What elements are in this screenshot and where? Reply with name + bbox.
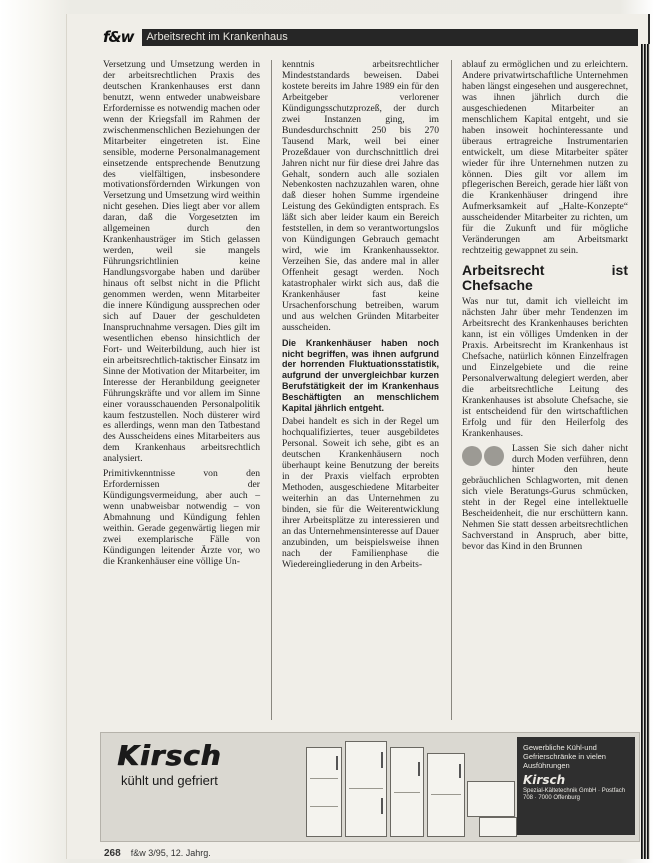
fridge-image: [345, 741, 387, 837]
ad-info-box: [517, 737, 635, 835]
fridge-image: [306, 747, 342, 837]
column-3: [462, 60, 628, 557]
column-divider: [451, 60, 452, 720]
page-footer: [104, 848, 211, 859]
subheading: Arbeitsrecht ist Chefsache: [462, 262, 628, 294]
fridge-image: [390, 747, 424, 837]
ad-brand-logo: Kirsch: [117, 739, 222, 772]
paragraph: Primitivkenntnisse von den Erfordernissen der Kündigungsvermeidung, aber auch – wenn unabweisbar notwendig – von Abmahnung und Kündigung fehlen weithin. Gerade gegenwärtig liegen mir zwei exemplarische Fälle von Kündigungen leitender Ärzte vor, wo die Krankenhäuser eine völlige Un-: [103, 468, 260, 567]
magazine-page: [66, 14, 650, 859]
paragraph: Versetzung und Umsetzung werden in der arbeitsrechtlichen Praxis des deutschen Krankenhauses erst dann benutzt, wenn entweder unabweisbare Erfordernisse es notwendig machen oder wenn der Kriegsfall im Rahmen der zwischenmenschlichen Beziehungen der Mitarbeiter eingetreten ist. Eine sensible, moderne Personalmanagement einsetzende entsprechende Benutzung des vielfältigen, insbesondere motivationsfördernden Wirkungen von Versetzung und Umsetzung wird weithin nicht gesehen. Dies liegt aber vor allem daran, daß die Vorgesetzten im allgemeinen durch den Krankenhausträger im Stich gelassen werden, weil sie mangels Führungsrichtlinien keine Handlungsvorgabe haben und darüber hinaus oft selbst nicht in die Pflicht genommen werden, wenn Mitarbeiter die innere Kündigung aussprechen oder sich auf Dauer der geschuldeten Inanspruchnahme versagen. Dies gilt im wesentlichen ebenso hinsichtlich der Fort- und Weiterbildung, auch hier ist ein arbeitsrechtlich-taktischer Einsatz im Sinne der Motivation der Mitarbeiter, im Interesse der Heranbildung geeigneter Führungskräfte und vor allem im Sinne einer vorausschauenden Personalpolitik kaum festzustellen. Noch düsterer wird es allerdings, wenn man den Tatbestand des Ausscheidens eines Mitarbeiters aus dem Krankenhaus arbeitsrechtlich analysiert.: [103, 59, 260, 465]
page-header: [100, 26, 638, 48]
section-title: Arbeitsrecht im Krankenhaus: [146, 31, 288, 43]
paragraph: Dabei handelt es sich in der Regel um hochqualifiziertes, teuer ausgebildetes Personal. Soweit ich sehe, gibt es an deutschen Krankenhäusern noch überhaupt keine Benutzung der bereits in der Praxis vielfach erprobten Methoden, ausgeschiedene Mitarbeiter weiterhin an das Unternehmen zu binden, sie für die Weiterentwicklung ihrer Arbeitsplätze zu interessieren und an das Unternehmensinteresse auf Dauer anzubinden, um beispielsweise ihnen nach der Familienphase die Wiedereingliederung in den Arbeits-: [282, 416, 439, 570]
paragraph: ablauf zu ermöglichen und zu erleichtern. Andere privatwirtschaftliche Unternehmen haben längst eingesehen und ausgerechnet, was ihnen jährlich durch die ausgeschiedenen Mitarbeiter an menschlichem Kapital entgeht, und sie haben insoweit hochinteressante und überaus ertragreiche Instrumentarien entwickelt, um diese Mitarbeiter später wieder für ihre Unternehmen nutzen zu können. Dies gilt vor allem im pflegerischen Bereich, gerade hier läßt von die Krankenhäuser dringend ihre Aufmerksamkeit auf „Halte-Konzepte“ ausscheidender Mitarbeiter zu richten, um für die Zukunft und für mögliche Veränderungen am Arbeitsmarkt rechtzeitig gewappnet zu sein.: [462, 59, 628, 257]
paragraph: Was nur tut, damit ich vielleicht im nächsten Jahr über mehr Tendenzen im Arbeitsrecht des Krankenhauses berichten kann, ist ein völliges Umdenken in der Praxis. Arbeitsrecht im Krankenhaus ist Chefsache, natürlich können Einzelfragen und Einzelgebiete und die reine Personalverwaltung delegiert werden, aber die arbeitsrechtliche Leitung des Krankenhauses ist absolute Chefsache, sie ist entscheidend für den wirtschaftlichen Erfolg und für den Heilerfolg des Krankenhauses.: [462, 296, 628, 439]
chest-freezer-image: [467, 781, 515, 817]
section-bar: [142, 29, 638, 46]
issue-info: f&w 3/95, 12. Jahrg.: [130, 848, 211, 858]
dot-icon: [462, 446, 482, 466]
ad-tagline: kühlt und gefriert: [121, 773, 218, 788]
ad-box-heading: Gewerbliche Kühl-und Gefrierschränke in vielen Ausführungen: [523, 743, 606, 770]
pull-quote: Die Krankenhäuser haben noch nicht begriffen, was ihnen aufgrund der horrenden Fluktuationsstatistik, aufgrund der unvergleichbar kurzen Berufstätigkeit der im Krankenhaus Beschäftigten an menschlichem Kapital jährlich entgeht.: [282, 337, 439, 413]
column-2: [282, 60, 439, 575]
page-binding-edge: [641, 44, 650, 859]
column-divider: [271, 60, 272, 720]
fridge-image: [427, 753, 465, 837]
paragraph-with-dots: [462, 444, 628, 554]
chest-freezer-image: [479, 817, 517, 837]
ad-box-brand: Kirsch: [523, 773, 566, 787]
advertisement: [100, 732, 640, 842]
ad-box-address: Spezial-Kältetechnik GmbH · Postfach 708 · 7000 Offenburg: [523, 788, 626, 801]
magazine-logo: f&w: [103, 28, 134, 46]
decorative-dots-icon: [462, 446, 508, 468]
page-number: 268: [104, 848, 121, 859]
paragraph: kenntnis arbeitsrechtlicher Mindeststandards beweisen. Dabei kostete bereits im Jahre 1989 ein für den Arbeitgeber verlorener Kündigungsschutzprozeß, der durch zwei Instanzen ging, im Bundesdurchschnitt 250 bis 270 Tausend Mark, weil bei einer Prozeßdauer von durchschnittlich drei Jahren nicht nur für diese drei Jahre das Gehalt, sondern auch alle sozialen Nebenkosten nachzuzahlen waren, ohne daß dieser hohen Summe irgendeine Leistung des Gekündigten entsprach. Es läßt sich aber leider kaum ein Bereich feststellen, in dem so verantwortungslos von Kündigungen Gebrauch gemacht wird, wie im Krankenhaussektor. Verzeihen Sie, das andere mal in aller Offenheit gesagt werden. Noch katastrophaler wirkt sich aus, daß die Krankenhäuser fast keine Ursachenforschung betreiben, warum und aus welchen Gründen Mitarbeiter ausscheiden.: [282, 59, 439, 333]
paragraph-text: Lassen Sie sich daher nicht durch Moden verführen, denn hinter den heute gebräuchlichen Schlagworten, mit denen sich viele Beratungs-Gurus schmücken, steht in der Regel eine intellektuelle Bescheidenheit, die nur erschüttern kann. Nehmen Sie statt dessen arbeitsrechtlichen Sachverstand in Anspruch, aber bitte, bevor das Kind in den Brunnen: [462, 442, 628, 553]
column-1: [103, 60, 260, 572]
dot-icon: [484, 446, 504, 466]
